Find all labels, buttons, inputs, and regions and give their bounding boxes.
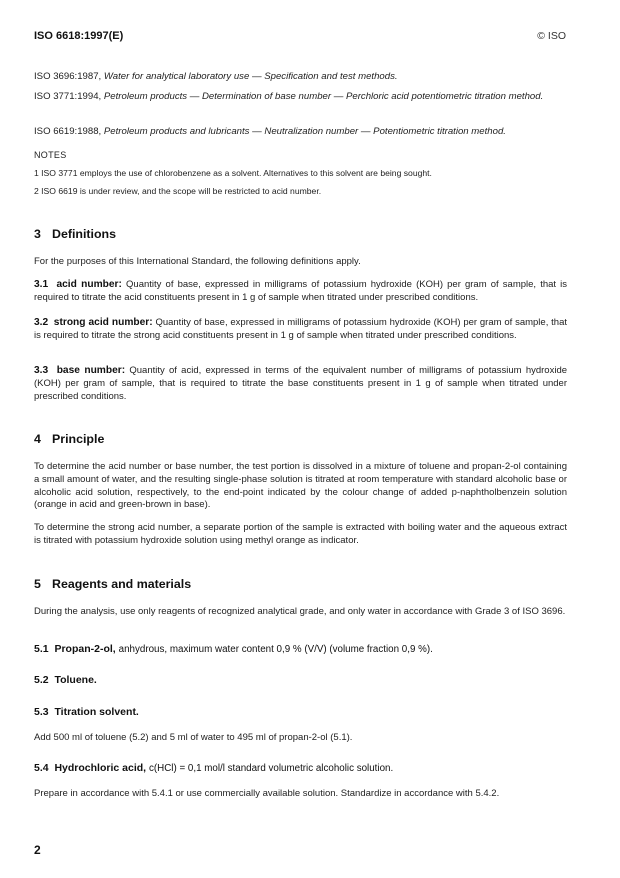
- reagent-hydrochloric-acid: 5.4 Hydrochloric acid, c(HCl) = 0,1 mol/l standard volumetric alcoholic solution.: [34, 762, 394, 774]
- definition-acid-number: 3.1 acid number: Quantity of base, expressed in milligrams of potassium hydroxide (KOH) per gram of sample, that is required to titrate the acid constituents present in 1 g of sample when titrated under prescribed conditions.: [34, 279, 568, 303]
- principle-paragraph-2: To determine the strong acid number, a separate portion of the sample is extracted with boiling water and the aqueous extract is titrated with potassium hydroxide solution using methyl orange as indicator.: [34, 522, 567, 546]
- titration-solvent-preparation: Add 500 ml of toluene (5.2) and 5 ml of water to 495 ml of propan-2-ol (5.1).: [34, 732, 353, 743]
- note-item: 1 ISO 3771 employs the use of chlorobenzene as a solvent. Alternatives to this solvent are being sought.: [34, 168, 432, 178]
- reagent-propan-2-ol: 5.1 Propan-2-ol, anhydrous, maximum water content 0,9 % (V/V) (volume fraction 0,9 %).: [34, 643, 433, 655]
- reagent-titration-solvent: 5.3 Titration solvent.: [34, 706, 139, 718]
- hydrochloric-acid-preparation: Prepare in accordance with 5.4.1 or use commercially available solution. Standardize in accordance with 5.4.2.: [34, 788, 500, 799]
- definitions-intro: For the purposes of this International Standard, the following definitions apply.: [34, 256, 361, 267]
- note-item: 2 ISO 6619 is under review, and the scope will be restricted to acid number.: [34, 186, 322, 196]
- reagents-intro: During the analysis, use only reagents of recognized analytical grade, and only water in accordance with Grade 3 of ISO 3696.: [34, 606, 566, 617]
- reference-iso-3771: ISO 3771:1994, Petroleum products — Determination of base number — Perchloric acid potentiometric titration method.: [34, 91, 544, 102]
- page-number: 2: [34, 843, 41, 857]
- reagent-toluene: 5.2 Toluene.: [34, 674, 97, 686]
- copyright-notice: © ISO: [537, 30, 566, 42]
- section-heading-definitions: 3 Definitions: [34, 227, 117, 241]
- notes-label: NOTES: [34, 150, 67, 160]
- principle-paragraph-1: To determine the acid number or base number, the test portion is dissolved in a mixture of toluene and propan-2-ol containing a small amount of water, and the resulting single-phase solution is titrated at room temperature with standard alcoholic base or alcoholic acid solution, respectively, to the end-point indicated by the colour change of added p-naphtholbenzein solution (orange in acid and green-brown in base).: [34, 461, 567, 511]
- document-id: ISO 6618:1997(E): [34, 30, 124, 42]
- section-heading-principle: 4 Principle: [34, 432, 105, 446]
- section-heading-reagents: 5 Reagents and materials: [34, 577, 192, 591]
- reference-iso-6619: ISO 6619:1988, Petroleum products and lubricants — Neutralization number — Potentiometric titration method.: [34, 126, 506, 137]
- reference-iso-3696: ISO 3696:1987, Water for analytical laboratory use — Specification and test methods.: [34, 71, 398, 82]
- definition-strong-acid-number: 3.2 strong acid number: Quantity of base, expressed in milligrams of potassium hydroxide (KOH) per gram of sample, that is required to titrate the strong acid constituents present in 1 g of sample when titrated under prescribed conditions.: [34, 317, 567, 341]
- definition-base-number: 3.3 base number: Quantity of acid, expressed in terms of the equivalent number of milligrams of potassium hydroxide (KOH) per gram of sample, that is required to titrate the base constituents present in 1 g of sample when titrated under prescribed conditions.: [34, 365, 568, 402]
